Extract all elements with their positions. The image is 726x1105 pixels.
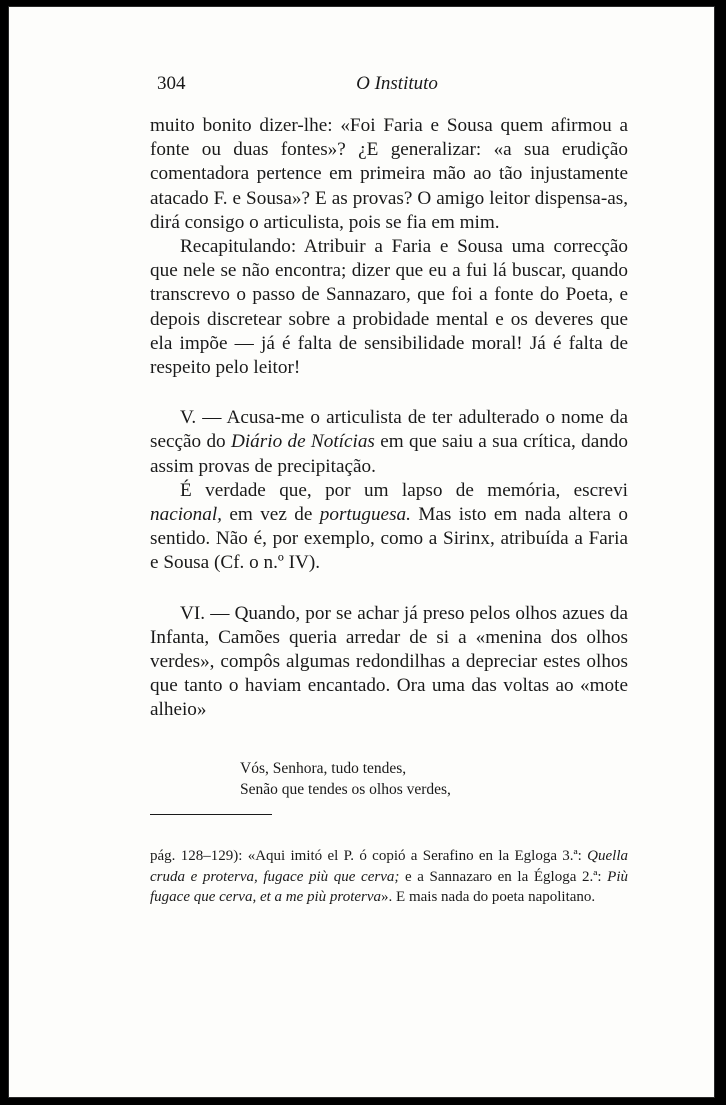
verse-line-2: Senão que tendes os olhos verdes, [240,781,451,798]
page-number: 304 [157,73,186,94]
paragraph-3-part-b: em que saiu a sua crítica, dando assim provas de precipitação. [150,431,628,477]
paragraph-section-v [150,406,628,479]
footnote [150,846,628,908]
newspaper-title: Diário de Notícias [230,431,375,453]
verse-line-1: Vós, Senhora, tudo tendes, [240,760,407,777]
italic-nacional: nacional, [150,504,222,526]
paragraph-1: muito bonito dizer-lhe: «Foi Faria e Sousa quem afirmou a fonte ou duas fontes»? ¿E generalizar: «a sua erudição comentadora pertence em primeira mão ao tão injustamente atacado F. e Sousa»? E as provas? O amigo leitor dispensa-as, dirá consigo o articulista, pois se fia em mim. [150,115,628,233]
footnote-part-a: pág. 128–129): «Aqui imitó el P. ó copió a Serafino en la Egloga 3.ª: [150,848,588,864]
paragraph-3-part-a: V. — Acusa-me o articulista de ter adulterado o nome da secção do [150,407,628,453]
paragraph-section-vi: VI. — Quando, por se achar já preso pelos olhos azues da Infanta, Camões queria arredar de si a «menina dos olhos verdes», compôs algumas redondilhas a depreciar estes olhos que tanto o haviam encantado. Ora uma das voltas ao «mote alheio» [150,602,628,721]
page-header [157,73,637,103]
body-text [150,114,628,723]
footnote-quote-1: Quella cruda e proterva, fugace più que cerva; [150,848,628,885]
italic-portuguesa: portuguesa. [319,504,411,526]
paragraph-4 [150,479,628,576]
verse-quote [240,758,640,800]
running-title: O Instituto [356,73,438,94]
footnote-text [150,846,628,908]
footnote-part-b: e a Sannazaro en la Égloga 2.ª: [399,868,608,885]
paragraph-4-part-a: É verdade que, por um lapso de memória, escrevi [180,479,628,501]
footnote-quote-2: Più fugace que cerva, et a me più proterva [150,868,628,905]
footnote-divider [150,814,272,815]
footnote-part-c: ». E mais nada do poeta napolitano. [381,889,596,905]
paragraph-4-part-c: Mas isto em nada altera o sentido. Não é, por exemplo, como a Sirinx, atribuída a Faria e Sousa (Cf. o n.º IV). [150,504,629,574]
paragraph-2: Recapitulando: Atribuir a Faria e Sousa uma correcção que nele se não encontra; dizer que eu a fui lá buscar, quando transcrevo o passo de Sannazaro, que foi a fonte do Poeta, e depois discretear sobre a probidade mental e os deveres que ela impõe — já é falta de sensibilidade moral! Já é falta de respeito pelo leitor! [150,236,628,379]
paragraph-4-part-b: em vez de [221,504,320,526]
